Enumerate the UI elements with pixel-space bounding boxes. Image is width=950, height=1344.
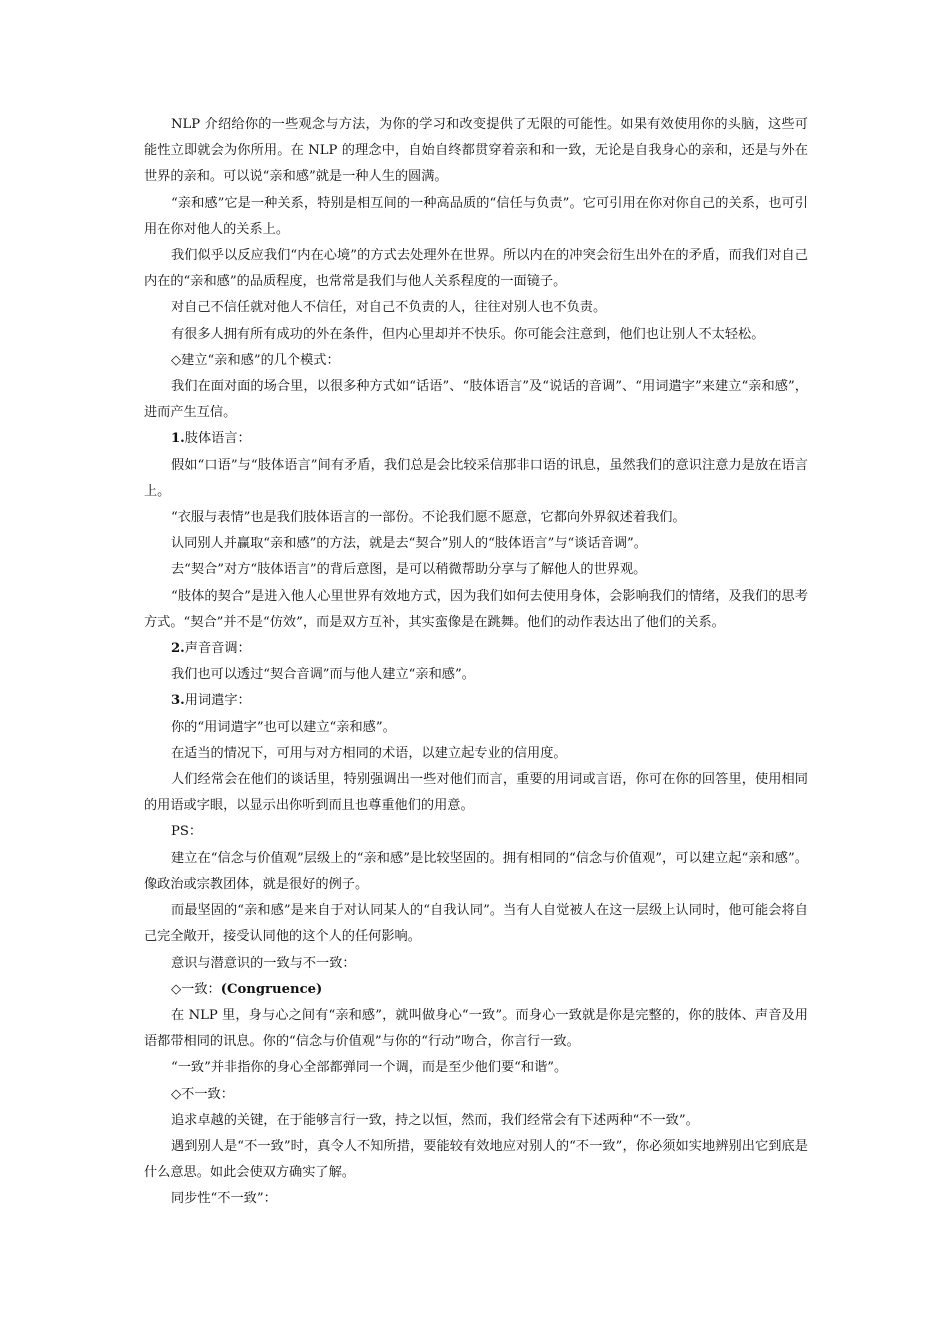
heading-text: 用词遣字： <box>184 693 251 709</box>
heading-number: 1. <box>171 431 185 447</box>
subsection-heading: ◇不一致： <box>171 1086 234 1102</box>
ps-label: PS： <box>171 824 203 840</box>
heading-english-term: (Congruence) <box>220 981 323 997</box>
paragraph: 同步性“不一致”： <box>171 1191 277 1207</box>
paragraph: 我们也可以透过“契合音调”而与他人建立“亲和感”。 <box>171 667 475 683</box>
heading-number: 2. <box>171 641 185 657</box>
paragraph: “衣服与表情”也是我们肢体语言的一部份。不论我们愿不愿意，它都向外界叙述着我们。 <box>171 510 686 526</box>
paragraph: 遇到别人是“不一致”时，真令人不知所措，要能较有效地应对别人的“不一致”，你必须如实地辨别出它到底是什么意思。如此会使双方确实了解。 <box>144 1138 808 1181</box>
subsection-heading <box>144 636 808 662</box>
heading-number: 3. <box>171 693 185 709</box>
paragraph: 你的“用词遣字”也可以建立“亲和感”。 <box>171 719 396 735</box>
paragraph: 建立在“信念与价值观”层级上的“亲和感”是比较坚固的。拥有相同的“信念与价值观”，可以建立起“亲和感”。像政治或宗教团体，就是很好的例子。 <box>144 850 808 892</box>
paragraph: 有很多人拥有所有成功的外在条件，但内心里却并不快乐。你可能会注意到，他们也让别人不太轻松。 <box>171 326 765 342</box>
paragraph: 对自己不信任就对他人不信任，对自己不负责的人，往往对别人也不负责。 <box>171 300 607 316</box>
section-heading: 意识与潜意识的一致与不一致： <box>171 955 356 971</box>
paragraph: “肢体的契合”是进入他人心里世界有效地方式，因为我们如何去使用身体，会影响我们的情绪，及我们的思考方式。“契合”并不是“仿效”，而是双方互补，其实蛮像是在跳舞。他们的动作表达出了他们的关系。 <box>144 588 808 630</box>
subsection-heading <box>144 977 808 1003</box>
paragraph: “亲和感”它是一种关系，特别是相互间的一种高品质的“信任与负责”。它可引用在你对你自己的关系，也可引用在你对他人的关系上。 <box>144 195 808 237</box>
subsection-heading <box>144 426 808 452</box>
subsection-heading <box>144 688 808 714</box>
section-heading: ◇建立“亲和感”的几个模式： <box>171 352 340 368</box>
paragraph: 而最坚固的“亲和感”是来自于对认同某人的“自我认同”。当有人自觉被人在这一层级上认同时，他可能会将自己完全敞开，接受认同他的这个人的任何影响。 <box>144 903 808 945</box>
paragraph: 我们似乎以反应我们“内在心境”的方式去处理外在世界。所以内在的冲突会衍生出外在的矛盾，而我们对自己内在的“亲和感”的品质程度，也常常是我们与他人关系程度的一面镜子。 <box>144 248 808 290</box>
paragraph: 假如“口语”与“肢体语言”间有矛盾，我们总是会比较采信那非口语的讯息，虽然我们的意识注意力是放在语言上。 <box>144 457 808 499</box>
paragraph: 我们在面对面的场合里，以很多种方式如“话语”、“肢体语言”及“说话的音调”、“用词遣字”来建立“亲和感”，进而产生互信。 <box>144 379 808 421</box>
heading-text: 肢体语言： <box>184 431 251 447</box>
paragraph: 追求卓越的关键，在于能够言行一致，持之以恒，然而，我们经常会有下述两种“不一致”。 <box>171 1112 699 1128</box>
paragraph: 在 NLP 里，身与心之间有“亲和感”，就叫做身心“一致”。而身心一致就是你是完整的，你的肢体、声音及用语都带相同的讯息。你的“信念与价值观”与你的“行动”吻合，你言行一致。 <box>144 1007 808 1050</box>
paragraph: NLP 介绍给你的一些观念与方法，为你的学习和改变提供了无限的可能性。如果有效使用你的头脑，这些可能性立即就会为你所用。在 NLP 的理念中，自始自终都贯穿着亲和和一致，无论是自我身心的亲和，还是与外在世界的亲和。可以说“亲和感”就是一种人生的圆满。 <box>144 117 808 185</box>
paragraph: 人们经常会在他们的谈话里，特别强调出一些对他们而言，重要的用词或言语，你可在你的回答里，使用相同的用语或字眼，以显示出你听到而且也尊重他们的用意。 <box>144 772 808 814</box>
document-page <box>144 112 808 1213</box>
paragraph: 去“契合”对方“肢体语言”的背后意图，是可以稍微帮助分享与了解他人的世界观。 <box>171 562 647 578</box>
paragraph: “一致”并非指你的身心全部都弹同一个调，而是至少他们要“和谐”。 <box>171 1060 568 1076</box>
heading-text: 声音音调： <box>184 641 251 657</box>
heading-text: ◇一致： <box>171 981 221 997</box>
paragraph: 认同别人并赢取“亲和感”的方法，就是去“契合”别人的“肢体语言”与“谈话音调”。 <box>171 536 647 552</box>
paragraph: 在适当的情况下，可用与对方相同的术语，以建立起专业的信用度。 <box>171 745 567 761</box>
